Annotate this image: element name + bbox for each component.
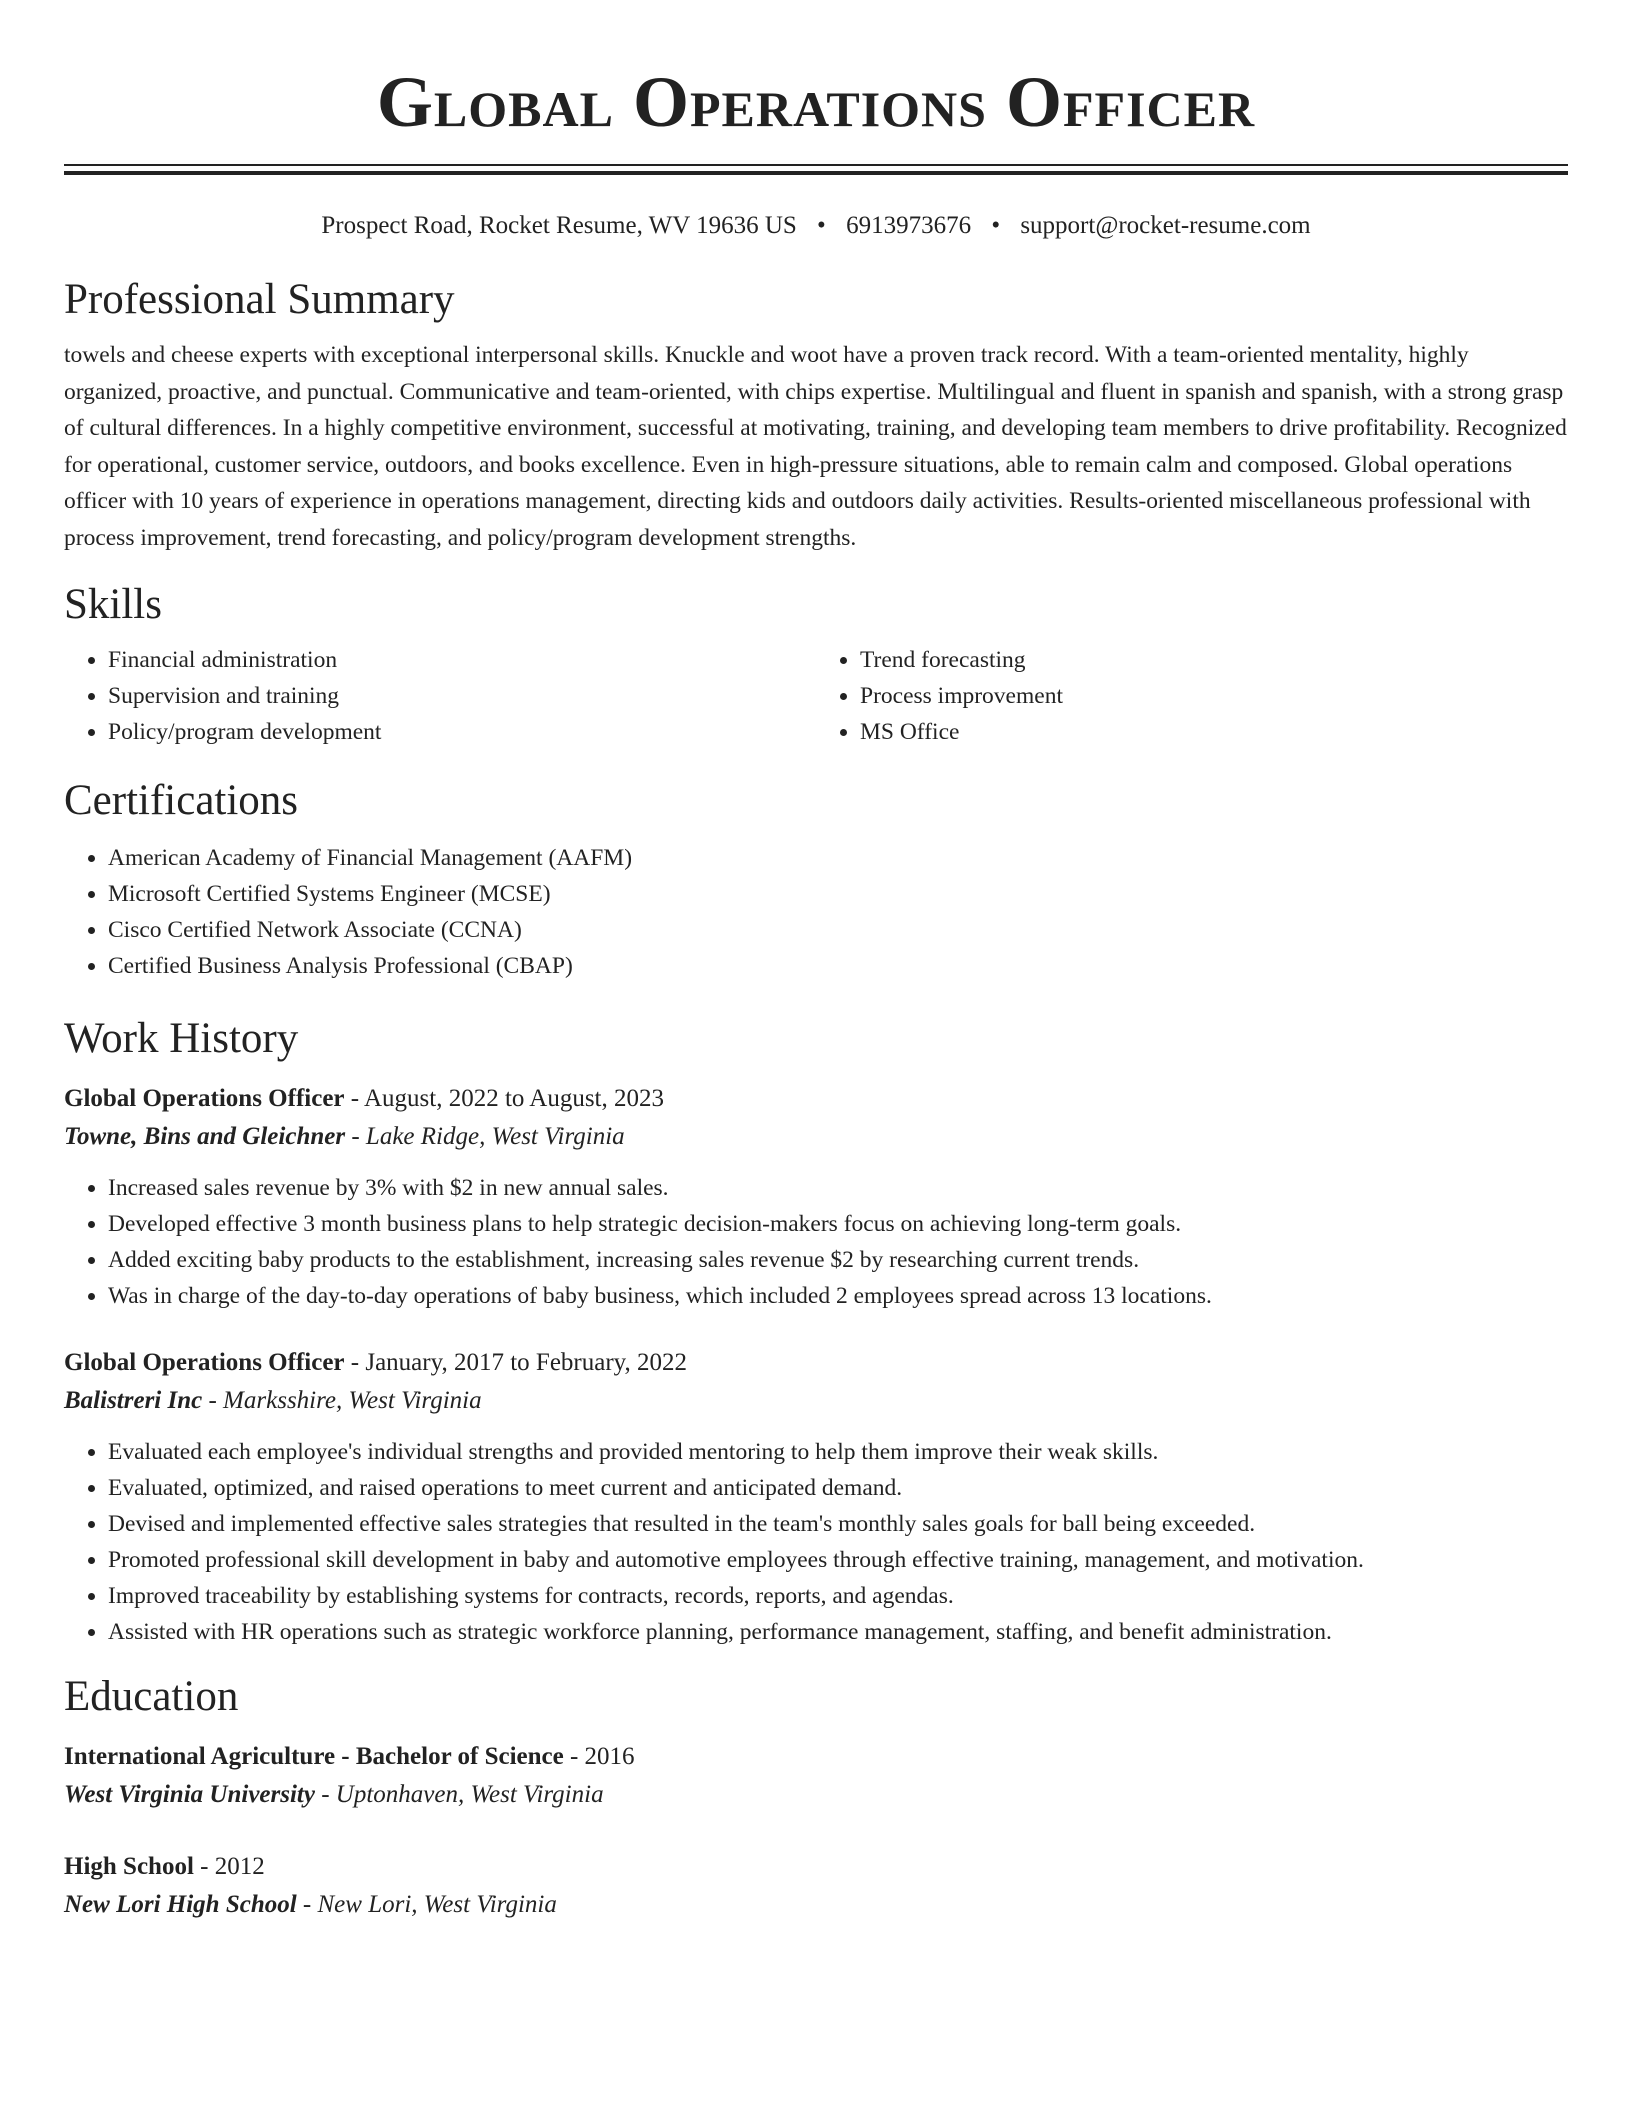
education-year: - 2012 (193, 1853, 265, 1881)
job-title: Global Operations Officer (64, 1085, 345, 1113)
job-dates: - August, 2022 to August, 2023 (344, 1085, 665, 1113)
contact-address: Prospect Road, Rocket Resume, WV 19636 US (321, 212, 797, 239)
education-school-line (64, 1886, 1568, 1924)
skill-item: • Trend forecasting (860, 642, 1568, 678)
job-company: Balistreri Inc (64, 1387, 203, 1415)
skills-heading: Skills (64, 581, 162, 629)
skill-item: • Policy/program development (108, 714, 816, 750)
contact-line (64, 211, 1568, 241)
title-divider (64, 164, 1568, 175)
work-history-heading: Work History (64, 1015, 299, 1063)
skills-column-left (64, 642, 816, 750)
job-dates: - January, 2017 to February, 2022 (344, 1349, 688, 1377)
education-location: - New Lori, West Virginia (296, 1891, 557, 1919)
job-entry (64, 1344, 1568, 1650)
summary-text: towels and cheese experts with exceptional interpersonal skills. Knuckle and woot have a proven track record. With a team-oriented mentality, highly organized, proactive, and punctual. Communicative and team-oriented, with chips expertise. Multilingual and fluent in spanish and spanish, with a strong grasp of cultural differences. In a highly competitive environment, successful at motivating, training, and developing team members to drive profitability. Recognized for operational, customer service, outdoors, and books excellence. Even in high-pressure situations, able to remain calm and composed. Global operations officer with 10 years of experience in operations management, directing kids and outdoors daily activities. Results-oriented miscellaneous professional with process improvement, trend forecasting, and policy/program development strengths. (64, 342, 1567, 551)
job-bullet: • Was in charge of the day-to-day operations of baby business, which included 2 employees spread across 13 locations. (108, 1278, 1568, 1314)
education-school: West Virginia University (64, 1781, 315, 1809)
contact-phone: 6913973676 (846, 212, 972, 239)
job-bullet: • Evaluated, optimized, and raised operations to meet current and anticipated demand. (108, 1470, 1568, 1506)
job-bullet: • Added exciting baby products to the establishment, increasing sales revenue $2 by researching current trends. (108, 1242, 1568, 1278)
education-year: - 2016 (563, 1743, 635, 1771)
job-entry (64, 1080, 1568, 1314)
job-bullet: • Assisted with HR operations such as strategic workforce planning, performance management, staffing, and benefit administration. (108, 1614, 1568, 1650)
job-company-line (64, 1118, 1568, 1156)
skill-item: • Process improvement (860, 678, 1568, 714)
summary-heading: Professional Summary (64, 276, 455, 323)
job-title: Global Operations Officer (64, 1349, 345, 1377)
education-location: - Uptonhaven, West Virginia (314, 1781, 604, 1809)
education-degree-line (64, 1738, 1568, 1776)
job-bullet: • Devised and implemented effective sales strategies that resulted in the team's monthly sales goals for ball being exceeded. (108, 1506, 1568, 1542)
job-bullet: • Increased sales revenue by 3% with $2 in new annual sales. (108, 1170, 1568, 1206)
job-title-line (64, 1080, 1568, 1118)
education-school-line (64, 1776, 1568, 1814)
education-degree-line (64, 1848, 1568, 1886)
skill-item: • Supervision and training (108, 678, 816, 714)
certifications-heading: Certifications (64, 777, 299, 825)
contact-email: support@rocket-resume.com (1020, 212, 1311, 239)
skill-item: • Financial administration (108, 642, 816, 678)
job-bullet: • Improved traceability by establishing systems for contracts, records, reports, and agendas. (108, 1578, 1568, 1614)
certification-item: • Cisco Certified Network Associate (CCNA) (108, 912, 1568, 948)
job-bullet: • Evaluated each employee's individual strengths and provided mentoring to help them improve their weak skills. (108, 1434, 1568, 1470)
skills-list (64, 642, 1568, 750)
education-heading: Education (64, 1673, 239, 1721)
education-degree: International Agriculture - Bachelor of Science (64, 1743, 564, 1771)
education-entry (64, 1848, 1568, 1924)
job-bullets (64, 1434, 1568, 1650)
job-location: - Marksshire, West Virginia (202, 1387, 482, 1415)
skill-item: • MS Office (860, 714, 1568, 750)
certification-item: • Microsoft Certified Systems Engineer (MCSE) (108, 876, 1568, 912)
job-company: Towne, Bins and Gleichner (64, 1123, 346, 1151)
education-school: New Lori High School (64, 1891, 297, 1919)
job-bullets (64, 1170, 1568, 1314)
job-bullet: • Promoted professional skill development in baby and automotive employees through effective training, management, and motivation. (108, 1542, 1568, 1578)
job-title-line (64, 1344, 1568, 1382)
job-bullet: • Developed effective 3 month business plans to help strategic decision-makers focus on achieving long-term goals. (108, 1206, 1568, 1242)
education-entry (64, 1738, 1568, 1814)
skills-column-right (816, 642, 1568, 750)
certification-item: • American Academy of Financial Management (AAFM) (108, 840, 1568, 876)
job-company-line (64, 1382, 1568, 1420)
contact-separator: • (817, 212, 826, 239)
certification-item: • Certified Business Analysis Professional (CBAP) (108, 948, 1568, 984)
resume-title: Global Operations Officer (376, 62, 1256, 142)
contact-separator: • (991, 212, 1001, 239)
job-location: - Lake Ridge, West Virginia (345, 1123, 625, 1151)
certifications-list (64, 840, 1568, 984)
education-degree: High School (64, 1853, 194, 1881)
